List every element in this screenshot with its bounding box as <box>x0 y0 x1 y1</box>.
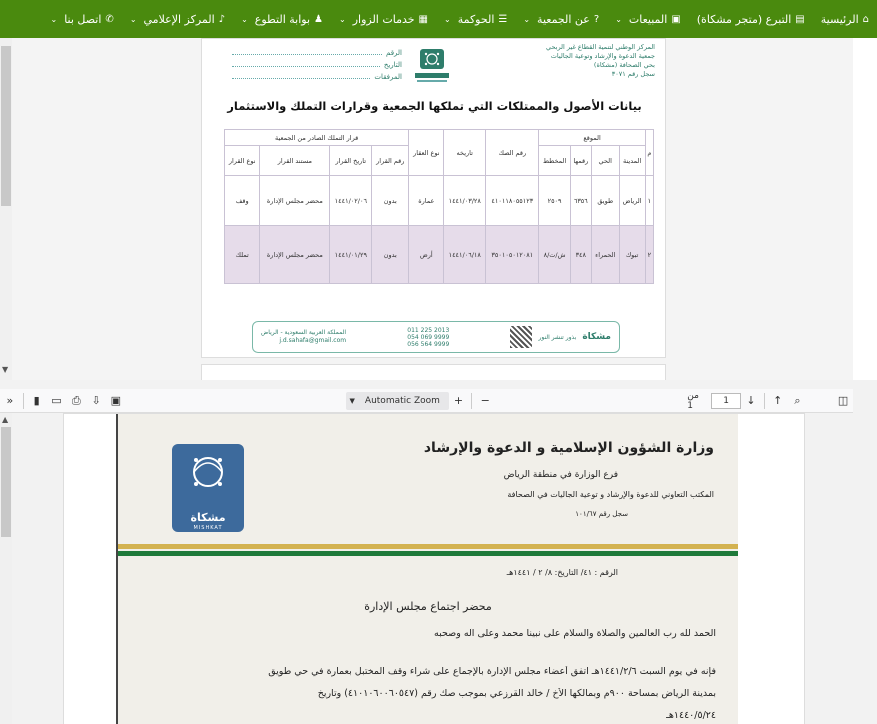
divider <box>764 393 765 409</box>
nav-item[interactable] <box>615 13 681 26</box>
table-cell: محضر مجلس الإدارة <box>260 226 330 284</box>
chevron-down-icon: ⌄ <box>523 14 531 24</box>
nav-item[interactable] <box>51 13 114 26</box>
chevron-down-icon: ⌄ <box>50 14 58 24</box>
nav-item[interactable] <box>444 13 507 26</box>
nav-item[interactable] <box>523 13 599 26</box>
nav-item[interactable] <box>130 13 225 26</box>
document-title: بيانات الأصول والممتلكات التي تملكها الجمعية وقرارات التملك والاستثمار <box>227 99 642 113</box>
col-decision: قرار التملك الصادر من الجمعية <box>225 130 409 146</box>
zoom-label: Automatic Zoom <box>364 395 440 406</box>
print-icon[interactable]: ⎙ <box>71 393 81 407</box>
document-page-minutes <box>63 413 805 724</box>
search-icon[interactable]: ⌕ <box>794 393 801 407</box>
document-viewer-top <box>0 38 877 380</box>
microphone-icon: ♪ <box>218 13 226 25</box>
col-plot: رقمها <box>570 146 591 176</box>
scrollbar-thumb[interactable] <box>1 46 11 206</box>
doc-footer-banner <box>252 321 620 353</box>
question-icon: ? <box>593 13 600 25</box>
chevron-down-icon: ▼ <box>349 396 355 405</box>
decorative-band <box>118 551 738 556</box>
document-page-next <box>201 364 666 380</box>
presentation-icon[interactable]: ▣ <box>110 394 122 407</box>
table-cell: ٦٣٥٦ <box>570 176 591 226</box>
dotted-line <box>232 59 380 67</box>
decorative-band <box>118 544 738 549</box>
org-line: بحي الصحافة (مشكاة) <box>593 61 655 69</box>
table-cell: ٣٥٠١٠٥٠١٢٠٨١ <box>486 226 539 284</box>
org-line: المركز الوطني لتنمية القطاع غير الربحي <box>546 43 655 51</box>
table-cell: ١٤٤١/٠١/٢٩ <box>330 226 372 284</box>
open-file-icon[interactable]: ▭ <box>51 394 62 407</box>
table-cell: ٤١٠١١٨٠٥٥١٢٣ <box>486 176 539 226</box>
chevron-down-icon: ⌄ <box>615 14 622 24</box>
download-icon[interactable]: ⇩ <box>91 394 101 407</box>
table-cell: الرياض <box>619 176 645 226</box>
table-cell: ٢٥٠٩ <box>539 176 570 226</box>
col-location: الموقع <box>539 130 645 146</box>
list-icon: ☰ <box>498 13 508 25</box>
col-deed-date: تاريخه <box>444 130 486 176</box>
field-label: المرفقات <box>374 73 402 81</box>
org-line: جمعية الدعوة والإرشاد وتوعية الجاليات <box>550 52 655 60</box>
table-cell: ١٤٤١/٠٢/٠٦ <box>330 176 372 226</box>
branch-line: فرع الوزارة في منطقة الرياض <box>503 470 618 480</box>
body-line: بمدينة الرياض بمساحة ٩٠٠م وبمالكها الأخ / خالد القرزعي بموجب صك رقم (٤١٠١٠٦٠٠٦٠٥٤٧) وتاريخ <box>317 688 716 699</box>
dotted-line <box>232 47 382 55</box>
footer-address: المملكة العربية السعودية - الرياض <box>261 329 347 336</box>
nav-item[interactable] <box>339 13 428 26</box>
org-line: سجل رقم ٣٠٧١ <box>611 70 655 78</box>
nav-label: بوابة التطوع <box>254 12 311 26</box>
money-icon: ▣ <box>671 13 681 25</box>
nav-item[interactable] <box>697 13 805 26</box>
id-card-icon: ▤ <box>795 13 805 25</box>
chevron-down-icon: ⌄ <box>339 14 346 24</box>
footer-slogan: بذور تنشر النور <box>538 333 577 341</box>
nav-label: خدمات الزوار <box>352 12 415 26</box>
person-icon: ♟ <box>314 13 323 25</box>
sidebar-toggle-icon[interactable]: ◫ <box>837 394 849 407</box>
doc-header-fields <box>232 47 402 83</box>
doc-header-org <box>495 43 655 79</box>
col-city: المدينة <box>619 146 645 176</box>
col-decision-doc: مستند القرار <box>260 146 330 176</box>
zoom-out-icon[interactable]: − <box>480 394 490 407</box>
body-line: الحمد لله رب العالمين والصلاة والسلام على نبينا محمد وعلى آله وصحبه <box>434 628 716 639</box>
document-viewer-bottom <box>0 413 853 724</box>
zoom-select[interactable] <box>346 392 449 410</box>
scanned-letter <box>116 414 738 724</box>
footer-phone: 056 564 9999 <box>407 340 450 348</box>
nav-label: الحوكمة <box>457 12 495 26</box>
zoom-in-icon[interactable]: + <box>453 394 464 407</box>
scrollbar[interactable] <box>0 38 12 380</box>
phone-icon: ✆ <box>105 13 114 25</box>
table-cell: بدون <box>372 226 409 284</box>
ministry-title: وزارة الشؤون الإسلامية و الدعوة والإرشاد <box>423 440 714 456</box>
footer-brand: مشكاة <box>582 332 611 342</box>
table-cell: ٣٤٨ <box>570 226 591 284</box>
logo-text-en: MISHKAT <box>193 525 223 531</box>
dotted-line <box>232 71 370 79</box>
col-index: م <box>645 130 653 176</box>
table-cell: ٢ <box>645 226 653 284</box>
col-decision-date: تاريخ القرار <box>330 146 372 176</box>
page-number-input[interactable]: 1 <box>711 393 741 409</box>
page-count-label: من 1 <box>687 390 699 411</box>
nav-label: المركز الإعلامي <box>143 12 215 26</box>
col-decision-no: رقم القرار <box>372 146 409 176</box>
footer-email: j.d.sahafa@gmail.com <box>279 337 347 344</box>
nav-item[interactable] <box>821 13 869 26</box>
nav-label: الرئيسية <box>820 12 859 26</box>
divider <box>471 393 472 409</box>
assets-table <box>224 129 654 284</box>
scrollbar-thumb[interactable] <box>1 427 11 537</box>
main-navbar <box>0 0 877 38</box>
home-icon: ⌂ <box>862 13 869 25</box>
table-cell: طويق <box>591 176 619 226</box>
scroll-down-arrow-icon[interactable]: ▼ <box>2 365 9 374</box>
record-line: سجل رقم ١٠١/٦٧ <box>575 510 628 518</box>
col-district: الحي <box>591 146 619 176</box>
footer-phone: 054 069 9999 <box>407 333 450 341</box>
next-page-arrow-icon[interactable]: ↓ <box>746 394 756 407</box>
double-chevron-icon[interactable]: » <box>6 394 14 407</box>
col-type: نوع العقار <box>409 130 444 176</box>
chevron-down-icon: ⌄ <box>241 14 248 24</box>
field-label: الرقم <box>386 49 402 57</box>
document-page-assets <box>201 38 666 358</box>
col-plan: المخطط <box>539 146 570 176</box>
table-cell: تبوك <box>619 226 645 284</box>
bookmark-icon[interactable]: ▮ <box>33 394 40 407</box>
col-deed-no: رقم الصك <box>486 130 539 176</box>
previous-page-arrow-icon[interactable]: ↑ <box>773 394 783 407</box>
pdf-toolbar <box>0 389 853 413</box>
table-cell: بدون <box>372 176 409 226</box>
minutes-heading: محضر اجتماع مجلس الإدارة <box>364 600 492 613</box>
field-label: التاريخ <box>383 61 402 69</box>
nav-label: عن الجمعية <box>537 12 590 26</box>
nav-label: اتصل بنا <box>64 12 102 26</box>
mishkat-logo-icon <box>407 47 457 85</box>
table-cell: عمارة <box>409 176 444 226</box>
scroll-up-arrow-icon[interactable]: ▲ <box>2 415 9 424</box>
viewer-gutter <box>853 38 877 380</box>
chevron-down-icon: ⌄ <box>129 14 137 24</box>
table-cell: ١ <box>645 176 653 226</box>
mishkat-logo-icon <box>172 444 244 532</box>
body-line: ١٤٤٠/٥/٢٤هـ <box>666 710 716 721</box>
nav-label: المبيعات <box>628 12 668 26</box>
table-row <box>225 226 654 284</box>
qr-code-icon <box>510 326 532 348</box>
nav-item[interactable] <box>241 13 323 26</box>
table-row <box>225 176 654 226</box>
table-cell: محضر مجلس الإدارة <box>260 176 330 226</box>
server-icon: ▦ <box>418 13 428 25</box>
table-cell: أرض <box>409 226 444 284</box>
logo-text: مشكاة <box>190 511 226 524</box>
table-cell: تملك <box>225 226 260 284</box>
reference-line: الرقم : ٤١/ التاريخ: ٨/ ٢ / ١٤٤١هـ <box>506 568 618 577</box>
footer-phone: 011 225 2013 <box>407 326 450 334</box>
divider <box>23 393 24 409</box>
chevron-down-icon: ⌄ <box>443 14 451 24</box>
table-cell: الحمراء <box>591 226 619 284</box>
table-cell: ١٤٤١/٠٣/٢٨ <box>444 176 486 226</box>
col-decision-type: نوع القرار <box>225 146 260 176</box>
table-cell: ١٤٤١/٠٦/١٨ <box>444 226 486 284</box>
nav-label: التبرع (متجر مشكاة) <box>696 12 792 26</box>
scrollbar[interactable] <box>0 413 12 724</box>
table-cell: ش/ت/٨ <box>539 226 570 284</box>
table-cell: وقف <box>225 176 260 226</box>
logo-mark <box>172 444 244 504</box>
body-line: فإنه في يوم السبت ١٤٤١/٢/٦هـ اتفق أعضاء مجلس الإدارة بالإجماع على شراء وقف المختبل بعمارة في حي طويق <box>268 666 716 677</box>
office-line: المكتب التعاوني للدعوة والإرشاد و توعية الجاليات في الصحافة <box>507 490 714 499</box>
